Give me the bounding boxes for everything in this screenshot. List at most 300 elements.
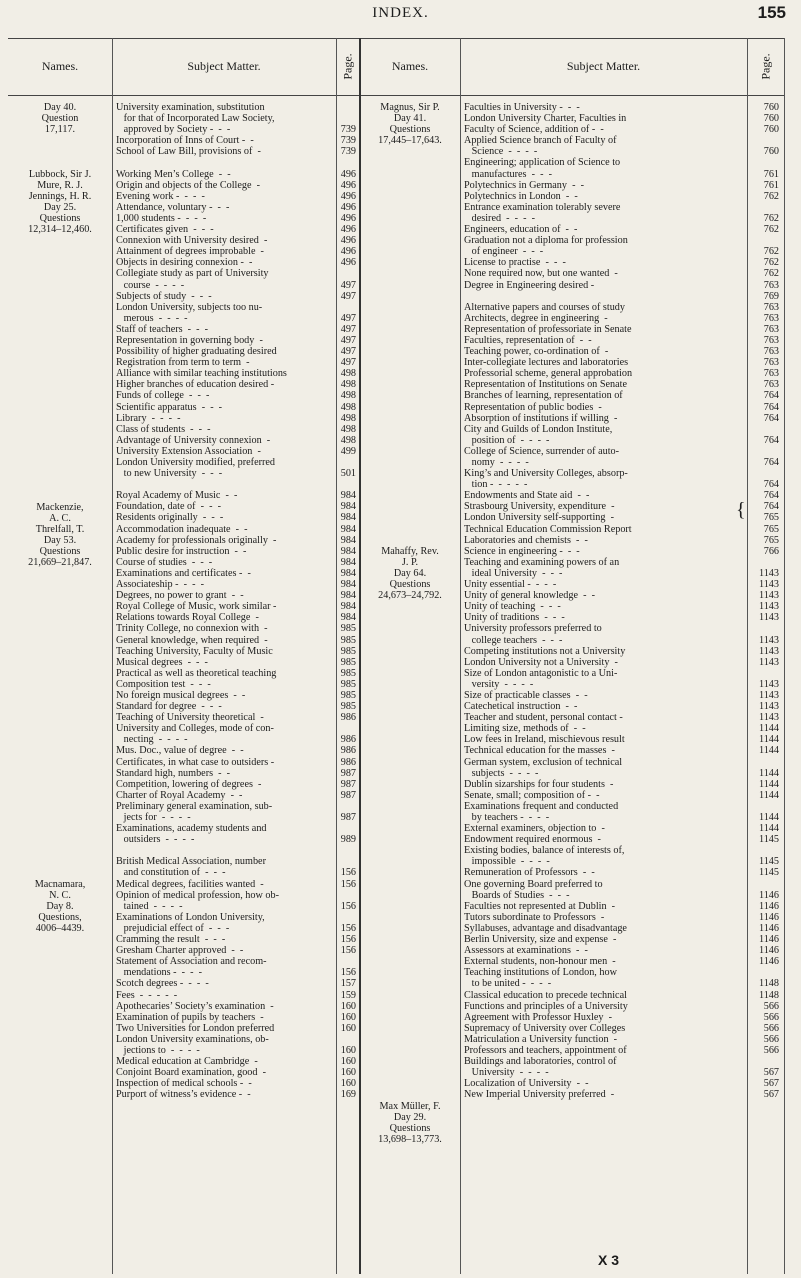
pages-line: 984	[340, 567, 356, 579]
subjects-line: Composition test - - -	[116, 678, 211, 690]
subjects-line: Class of students - - -	[116, 423, 211, 435]
witness-name-line: Question	[41, 113, 79, 125]
subjects-line: Inter-collegiate lectures and laboratories	[464, 357, 629, 369]
subjects-line: Science in engineering - - -	[464, 545, 580, 557]
pages-line: 1143	[759, 612, 779, 624]
witness-name-line: Mahaffy, Rev.	[381, 546, 439, 557]
subjects-line: Polytechnics in Germany - -	[464, 179, 584, 191]
pages-line: 497	[340, 323, 356, 335]
pages-line: 987	[340, 812, 356, 823]
pages-line: 764	[763, 501, 779, 513]
pages-line: 1144	[759, 767, 779, 779]
subjects-line: Science - - - -	[464, 146, 538, 158]
subjects-line: Unity of traditions - - -	[464, 612, 565, 624]
pages-line	[748, 879, 782, 890]
subjects-line: jections to - - - -	[116, 1044, 200, 1056]
subjects-line: Faculties not represented at Dublin -	[464, 900, 616, 912]
subjects-line: manufactures - - -	[464, 168, 552, 180]
pages-line: 496	[340, 224, 356, 236]
pages-line: 1145	[759, 867, 779, 879]
subjects-line: Statement of Association and recom-	[116, 956, 267, 968]
subjects-line: Representation of professoriate in Senate	[464, 323, 632, 335]
pages-line: 567	[763, 1078, 779, 1090]
left-subjects-column	[116, 102, 334, 1272]
subjects-line: Strasbourg University, expenditure -	[464, 501, 615, 513]
subjects-line: Higher branches of education desired -	[116, 379, 275, 391]
witness-name-line: 17,445–17,643.	[378, 135, 442, 147]
subjects-line: Graduation not a diploma for profession	[464, 235, 628, 247]
pages-line	[748, 135, 782, 146]
subjects-line: Course of studies - - -	[116, 556, 213, 568]
pages-line	[748, 757, 782, 768]
subjects-line: Royal Academy of Music - -	[116, 490, 238, 502]
pages-line: 984	[340, 590, 356, 602]
pages-line: 985	[340, 656, 356, 668]
witness-name-line: Day 41.	[393, 113, 427, 125]
subjects-line: Branches of learning, representation of	[464, 390, 623, 402]
subjects-line: jects for - - - -	[116, 812, 191, 823]
pages-line: 159	[340, 989, 356, 1001]
pages-line: 496	[340, 212, 356, 224]
subjects-line: London University, subjects too nu-	[116, 301, 263, 313]
pages-line: 1146	[759, 889, 779, 901]
witness-name-line: 12,314–12,460.	[28, 224, 92, 236]
subjects-line: Preliminary general examination, sub-	[116, 800, 273, 812]
right-pages-column	[748, 102, 782, 1272]
subjects-line: Alliance with similar teaching institutions	[116, 368, 287, 380]
pages-line: 987	[340, 789, 356, 801]
pages-line: 1144	[759, 789, 779, 801]
witness-name-line: Threlfall, T.	[35, 523, 85, 535]
subjects-line: Incorporation of Inns of Court - -	[116, 135, 254, 147]
pages-line: 739	[340, 124, 356, 136]
subjects-line: desired - - - -	[464, 212, 536, 224]
subjects-line: City and Guilds of London Institute,	[464, 423, 613, 435]
pages-line: 1146	[759, 934, 779, 946]
pages-line: 762	[763, 224, 779, 236]
witness-name-line: Mure, R. J.	[37, 179, 83, 191]
subjects-line: University Extension Association -	[116, 445, 261, 457]
pages-line: 156	[340, 934, 356, 946]
pages-line: 160	[340, 1056, 356, 1068]
subjects-line: Scotch degrees - - - -	[116, 978, 209, 990]
subjects-line: Certificates, in what case to outsiders -	[116, 756, 275, 768]
pages-line: 1146	[759, 900, 779, 912]
subjects-line: Relations towards Royal College -	[116, 612, 259, 624]
pages-line: 1144	[759, 734, 779, 746]
subjects-line: Scientific apparatus - - -	[116, 401, 223, 413]
pages-line: 762	[763, 190, 779, 202]
subjects-line: Representation of public bodies -	[464, 401, 602, 413]
pages-line	[748, 202, 782, 213]
subjects-line: Senate, small; composition of - -	[464, 789, 600, 801]
header-names-right: Names.	[391, 59, 429, 73]
pages-line: 1144	[759, 823, 779, 835]
subjects-line: Buildings and laboratories, control of	[464, 1056, 617, 1068]
pages-line: 566	[763, 1033, 779, 1045]
subjects-line: Accommodation inadequate - -	[116, 523, 248, 535]
subjects-line: Agreement with Professor Huxley -	[464, 1011, 612, 1023]
signature-mark: X 3	[598, 1252, 620, 1268]
pages-line: 761	[763, 168, 779, 180]
subjects-line: to new University - - -	[116, 468, 223, 480]
subjects-line: Purport of witness’s evidence - -	[116, 1089, 251, 1101]
subjects-line: impossible - - - -	[464, 856, 550, 868]
subjects-line: Mus. Doc., value of degree - -	[116, 745, 244, 757]
subjects-line: Subjects of study - - -	[116, 290, 212, 302]
subjects-line: Matriculation a University function -	[464, 1033, 618, 1045]
pages-line: 739	[340, 146, 356, 158]
subjects-line: Berlin University, size and expense -	[464, 934, 617, 946]
subjects-line: Advantage of University connexion -	[116, 434, 271, 446]
witness-name-line: Questions,	[38, 912, 82, 924]
subjects-line: London University examinations, ob-	[116, 1033, 269, 1045]
index-table	[8, 38, 785, 1274]
subjects-line: Teaching of University theoretical -	[116, 712, 264, 724]
subjects-line: Entrance examination tolerably severe	[464, 201, 621, 213]
subjects-line: Limiting size, methods of - -	[464, 723, 586, 735]
subjects-line: London University self-supporting -	[464, 512, 614, 524]
pages-line: 986	[340, 756, 356, 768]
pages-line: 497	[340, 312, 356, 324]
subjects-line: School of Law Bill, provisions of -	[116, 146, 261, 158]
subjects-line: Alternative papers and courses of study	[464, 301, 625, 313]
pages-line	[337, 479, 359, 490]
subjects-line: Architects, degree in engineering -	[464, 312, 608, 324]
pages-line	[748, 468, 782, 479]
pages-line: 986	[340, 745, 356, 757]
witness-name-line: 4006–4439.	[35, 923, 85, 935]
pages-line: 496	[340, 235, 356, 247]
subjects-line: Fees - - - - -	[116, 989, 178, 1001]
pages-line: 1145	[759, 856, 779, 868]
subjects-line: Apothecaries’ Society’s examination -	[116, 1000, 274, 1012]
subjects-line: Professors and teachers, appointment of	[464, 1044, 627, 1056]
pages-line: 762	[763, 268, 779, 280]
pages-line: 984	[340, 601, 356, 613]
subjects-line: Size of London antagonistic to a Uni-	[464, 667, 618, 679]
subjects-line: Origin and objects of the College -	[116, 179, 261, 191]
pages-line: 1148	[759, 989, 779, 1001]
witness-name-line: 24,673–24,792.	[378, 590, 442, 602]
subjects-line: Technical Education Commission Report	[464, 523, 632, 535]
pages-line	[748, 235, 782, 246]
subjects-line: Dublin sizarships for four students -	[464, 778, 614, 790]
witness-name-line: A. C.	[49, 512, 71, 524]
rule-header	[8, 95, 785, 96]
pages-line	[337, 823, 359, 834]
subjects-line: Professorial scheme, general approbation	[464, 368, 633, 380]
header-page-left: Page.	[340, 53, 355, 80]
subjects-line: course - - - -	[116, 279, 185, 291]
subjects-line: Applied Science branch of Faculty of	[464, 135, 617, 147]
subjects-line: None required now, but one wanted -	[464, 268, 618, 280]
subjects-line: college teachers - - -	[464, 634, 563, 646]
subjects-line: Registration from term to term -	[116, 357, 250, 369]
pages-line: 169	[340, 1089, 356, 1101]
pages-line: 985	[340, 678, 356, 690]
subjects-line	[464, 291, 745, 302]
pages-line: 1146	[759, 956, 779, 968]
subjects-line: Trinity College, no connexion with -	[116, 623, 268, 635]
pages-line: 497	[340, 290, 356, 302]
subjects-line: Royal College of Music, work similar -	[116, 601, 277, 613]
subjects-line: London University modified, preferred	[116, 457, 275, 468]
subjects-line: Examinations of London University,	[116, 911, 265, 923]
pages-line	[748, 845, 782, 856]
running-head-title: INDEX.	[372, 5, 429, 21]
pages-line: 1143	[759, 579, 779, 591]
pages-line: 987	[340, 778, 356, 790]
pages-line: 497	[340, 346, 356, 358]
pages-line	[748, 557, 782, 568]
subjects-line: subjects - - - -	[464, 767, 539, 779]
subjects-line: License to practise - - -	[464, 257, 566, 269]
pages-line: 1144	[759, 812, 779, 823]
pages-line: 498	[340, 390, 356, 402]
subjects-line: of engineer - - -	[464, 246, 544, 258]
subjects-line: General knowledge, when required -	[116, 634, 268, 646]
pages-line: 566	[763, 1022, 779, 1034]
pages-line: 985	[340, 667, 356, 679]
pages-line: 763	[763, 301, 779, 313]
subjects-line: Conjoint Board examination, good -	[116, 1067, 266, 1079]
pages-line: 1145	[759, 834, 779, 846]
witness-name-line: J. P.	[401, 557, 419, 569]
pages-line	[337, 157, 359, 168]
pages-line: 984	[340, 534, 356, 546]
subjects-line: Attendance, voluntary - - -	[116, 201, 230, 213]
witness-name-line: Lubbock, Sir J.	[28, 168, 92, 180]
subjects-line: mendations - - - -	[116, 967, 203, 979]
pages-line: 156	[340, 922, 356, 934]
pages-line: 1148	[759, 978, 779, 990]
pages-line: 497	[340, 279, 356, 291]
subjects-line: University professors preferred to	[464, 623, 602, 635]
subjects-line: nomy - - - -	[464, 457, 529, 468]
subjects-line: Public desire for instruction - -	[116, 545, 247, 557]
pages-line: 764	[763, 490, 779, 502]
subjects-line: Practical as well as theoretical teaching	[116, 667, 277, 679]
pages-line: 985	[340, 645, 356, 657]
pages-line	[748, 623, 782, 634]
subjects-line: New Imperial University preferred -	[464, 1089, 615, 1101]
subjects-line: Syllabuses, advantage and disadvantage	[464, 922, 627, 934]
pages-line: 1143	[759, 701, 779, 713]
subjects-line: Collegiate study as part of University	[116, 268, 269, 280]
subjects-line: Opinion of medical profession, how ob-	[116, 889, 279, 901]
pages-line: 567	[763, 1067, 779, 1079]
pages-line: 496	[340, 179, 356, 191]
pages-line: 985	[340, 701, 356, 713]
subjects-line: External examiners, objection to -	[464, 823, 605, 835]
subjects-line	[116, 845, 334, 856]
subjects-line: to be united - - - -	[464, 978, 552, 990]
witness-name-line: Max Müller, F.	[379, 1101, 441, 1112]
pages-line	[337, 856, 359, 867]
pages-line: 766	[763, 545, 779, 557]
witness-name-line: Questions	[389, 579, 431, 591]
subjects-line: Evening work - - - -	[116, 190, 205, 202]
subjects-line: Residents originally - - -	[116, 512, 224, 524]
pages-line	[337, 268, 359, 279]
pages-line: 984	[340, 490, 356, 502]
pages-line	[337, 912, 359, 923]
divider	[784, 38, 785, 1274]
pages-line: 765	[763, 512, 779, 524]
header-subject-right: Subject Matter.	[566, 59, 641, 73]
pages-line: 760	[763, 113, 779, 125]
header-names-left: Names.	[41, 59, 79, 73]
brace-mark: {	[736, 499, 746, 521]
pages-line: 760	[763, 146, 779, 158]
pages-line: 498	[340, 434, 356, 446]
subjects-line: Working Men’s College - -	[116, 168, 231, 180]
subjects-line: Teaching institutions of London, how	[464, 967, 617, 979]
subjects-line: tained - - - -	[116, 900, 183, 912]
pages-line: 984	[340, 523, 356, 535]
pages-line: 762	[763, 246, 779, 258]
pages-line: 763	[763, 323, 779, 335]
pages-line: 1146	[759, 945, 779, 957]
subjects-line: Teaching University, Faculty of Music	[116, 645, 273, 657]
pages-line: 501	[340, 468, 356, 480]
subjects-line: German system, exclusion of technical	[464, 756, 623, 768]
pages-line	[748, 157, 782, 168]
witness-name-line: N. C.	[49, 890, 71, 902]
subjects-line: Absorption of institutions if willing -	[464, 412, 618, 424]
witness-name-line: Jennings, H. R.	[28, 190, 92, 202]
subjects-line: Assessors at examinations - -	[464, 945, 588, 957]
subjects-line: Possibility of higher graduating desired	[116, 346, 277, 358]
witness-name-line: Questions	[389, 124, 431, 136]
subjects-line: Library - - - -	[116, 412, 181, 424]
pages-line: 496	[340, 201, 356, 213]
pages-line	[337, 1034, 359, 1045]
pages-line: 985	[340, 623, 356, 635]
pages-line: 1144	[759, 778, 779, 790]
subjects-line: Examinations, academy students and	[116, 823, 267, 835]
subjects-line: by teachers - - - -	[464, 812, 550, 823]
pages-line	[337, 723, 359, 734]
witness-name-line: Day 29.	[393, 1112, 427, 1124]
header-subject-left: Subject Matter.	[187, 59, 261, 73]
subjects-line: Catechetical instruction - -	[464, 701, 578, 713]
subjects-line: Functions and principles of a University	[464, 1000, 628, 1012]
witness-name-line: Questions	[39, 546, 81, 557]
subjects-line: Unity essential - - - -	[464, 579, 557, 591]
pages-line: 157	[340, 978, 356, 990]
pages-line: 498	[340, 401, 356, 413]
pages-line: 156	[340, 878, 356, 890]
subjects-line: Foundation, date of - - -	[116, 501, 221, 513]
pages-line: 1143	[759, 656, 779, 668]
subjects-line: Cramming the result - - -	[116, 934, 226, 946]
pages-line: 160	[340, 1011, 356, 1023]
subjects-line: Classical education to precede technical	[464, 989, 627, 1001]
subjects-line: University - - - -	[464, 1067, 549, 1079]
subjects-line: Medical education at Cambridge -	[116, 1056, 258, 1068]
subjects-line: Faculties, representation of - -	[464, 334, 592, 346]
subjects-line: Unity of teaching - - -	[464, 601, 561, 613]
subjects-line: approved by Society - - -	[116, 124, 231, 136]
subjects-line: King’s and University Colleges, absorp-	[464, 468, 628, 480]
subjects-line: Size of practicable classes - -	[464, 689, 588, 701]
witness-name-line: Day 25.	[43, 201, 77, 213]
pages-line: 764	[763, 412, 779, 424]
subjects-line: University and Colleges, mode of con-	[116, 723, 274, 735]
witness-name-line: Questions	[39, 213, 81, 224]
pages-line: 762	[763, 212, 779, 224]
divider	[460, 38, 461, 1274]
witness-name-line: Magnus, Sir P.	[380, 102, 440, 113]
divider	[112, 38, 113, 1274]
pages-line: 497	[340, 334, 356, 346]
witness-name-line: 17,117.	[44, 124, 76, 136]
pages-line: 1143	[759, 567, 779, 579]
pages-line: 984	[340, 512, 356, 524]
subjects-line: Competition, lowering of degrees -	[116, 778, 262, 790]
subjects-line: prejudicial effect of - - -	[116, 922, 230, 934]
subjects-line: Representation in governing body -	[116, 334, 263, 346]
subjects-line: Representation of Institutions on Senate	[464, 379, 627, 391]
subjects-line: Staff of teachers - - -	[116, 323, 209, 335]
subjects-line: London University not a University -	[464, 656, 618, 668]
subjects-line: Existing bodies, balance of interests of,	[464, 845, 625, 857]
witness-name-line: Day 8.	[46, 901, 74, 913]
subjects-line: University examination, substitution	[116, 102, 265, 113]
pages-line	[337, 302, 359, 313]
subjects-line: External students, non-honour men -	[464, 956, 616, 968]
subjects-line: merous - - - -	[116, 312, 188, 324]
pages-line: 160	[340, 1044, 356, 1056]
pages-line: 765	[763, 534, 779, 546]
pages-line	[748, 801, 782, 812]
pages-line: 156	[340, 945, 356, 957]
subjects-line: Certificates given - - -	[116, 224, 214, 236]
subjects-line: Engineers, education of - -	[464, 224, 578, 236]
subjects-line: Engineering; application of Science to	[464, 157, 621, 169]
subjects-line: Standard high, numbers - -	[116, 767, 231, 779]
pages-line: 760	[763, 124, 779, 136]
witness-name-line: Questions	[389, 1123, 431, 1135]
pages-line: 764	[763, 401, 779, 413]
pages-line	[337, 801, 359, 812]
subjects-line: Low fees in Ireland, mischievous result	[464, 734, 625, 746]
witness-name-line: 13,698–13,773.	[378, 1134, 442, 1146]
pages-line: 763	[763, 279, 779, 291]
pages-line: 1143	[759, 634, 779, 646]
subjects-line: Degree in Engineering desired -	[464, 279, 595, 291]
pages-line: 1146	[759, 922, 779, 934]
pages-line: 566	[763, 1000, 779, 1012]
pages-line: 566	[763, 1044, 779, 1056]
subjects-line: Examinations frequent and conducted	[464, 800, 619, 812]
subjects-line: Inspection of medical schools - -	[116, 1078, 252, 1090]
page-number: 155	[757, 3, 786, 22]
pages-line: 764	[763, 390, 779, 402]
subjects-line: Degrees, no power to grant - -	[116, 590, 244, 602]
pages-line: 160	[340, 1022, 356, 1034]
subjects-line: Endowment required enormous -	[464, 834, 601, 846]
right-names-column	[360, 102, 460, 1272]
subjects-line: Teacher and student, personal contact -	[464, 712, 623, 724]
pages-line: 156	[340, 967, 356, 979]
subjects-line: Teaching and examining powers of an	[464, 556, 620, 568]
right-subjects-column	[464, 102, 745, 1272]
pages-line: 1144	[759, 723, 779, 735]
pages-line: 498	[340, 368, 356, 380]
